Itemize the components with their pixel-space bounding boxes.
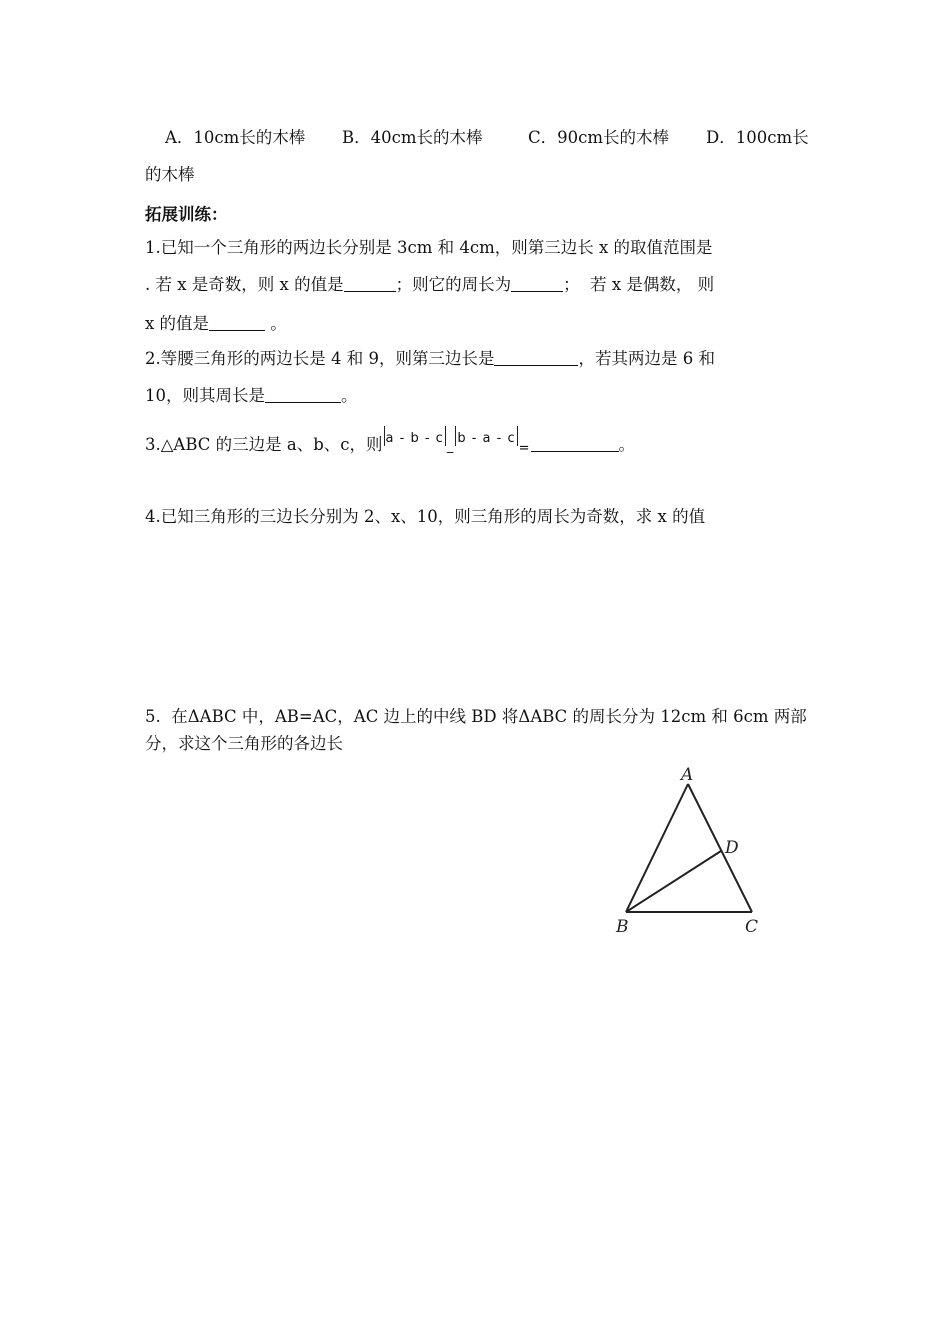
q2-line1a: 2.等腰三角形的两边长是 4 和 9，则第三边长是 — [145, 349, 495, 368]
q1-line3a: x 的值是 — [145, 314, 210, 333]
q3-abs2: b - a - c — [457, 431, 516, 446]
abs-bar — [384, 426, 385, 446]
q3-blank-answer[interactable] — [531, 435, 619, 452]
q3-line — [145, 431, 636, 458]
q5-line2: 分，求这个三角形的各边长 — [145, 734, 343, 753]
q2-blank-third-side[interactable] — [494, 349, 578, 366]
q1-line2c: ； 若 x 是偶数， 则 — [563, 275, 715, 294]
option-b: B．40cm长的木棒 — [342, 128, 483, 147]
q1-line2b: ；则它的周长为 — [395, 275, 512, 294]
q1-line2a: . 若 x 是奇数，则 x 的值是 — [145, 275, 344, 294]
q1-line1: 1.已知一个三角形的两边长分别是 3cm 和 4cm，则第三边长 x 的取值范围是 — [145, 238, 713, 257]
q2-line2a: 10，则其周长是 — [145, 386, 265, 405]
side-ac — [688, 784, 752, 912]
label-d: D — [725, 838, 739, 858]
section-title: 拓展训练： — [145, 205, 228, 224]
option-d: D．100cm长 — [706, 128, 809, 147]
label-c: C — [745, 917, 759, 937]
q1-line3 — [145, 313, 287, 335]
q1-line2 — [145, 274, 714, 296]
abs-bar — [445, 426, 446, 446]
q1-blank-even-value[interactable] — [209, 314, 265, 331]
label-b: B — [616, 917, 629, 937]
q1-blank-odd-value[interactable] — [344, 275, 396, 292]
q1-blank-perimeter[interactable] — [511, 275, 563, 292]
q3-minus: _ — [446, 439, 455, 454]
q4-text: 4.已知三角形的三边长分别为 2、x、10，则三角形的周长为奇数，求 x 的值 — [145, 507, 706, 526]
q3-equals: = — [518, 441, 531, 456]
option-c: C．90cm长的木棒 — [528, 128, 670, 147]
q2-blank-perimeter[interactable] — [265, 386, 341, 403]
q1-line3b: 。 — [265, 314, 287, 333]
q3-suffix: 。 — [618, 435, 636, 454]
q5-line1: 5. 在ΔABC 中，AB=AC，AC 边上的中线 BD 将ΔABC 的周长分为 12cm 和 6cm 两部 — [145, 707, 807, 726]
q2-line2b: 。 — [341, 386, 358, 405]
triangle-figure — [600, 760, 780, 945]
q2-line1 — [145, 348, 715, 370]
label-a: A — [681, 765, 694, 785]
option-d-continued: 的木棒 — [145, 165, 195, 184]
q2-line1b: ，若其两边是 6 和 — [578, 349, 715, 368]
q3-abs-expression — [383, 426, 531, 456]
option-a: A．10cm长的木棒 — [165, 128, 306, 147]
abs-bar — [517, 426, 518, 446]
q3-abs1: a - b - c — [385, 431, 444, 446]
q2-line2 — [145, 385, 358, 407]
q3-prefix: 3.△ABC 的三边是 a、b、c，则 — [145, 435, 383, 454]
